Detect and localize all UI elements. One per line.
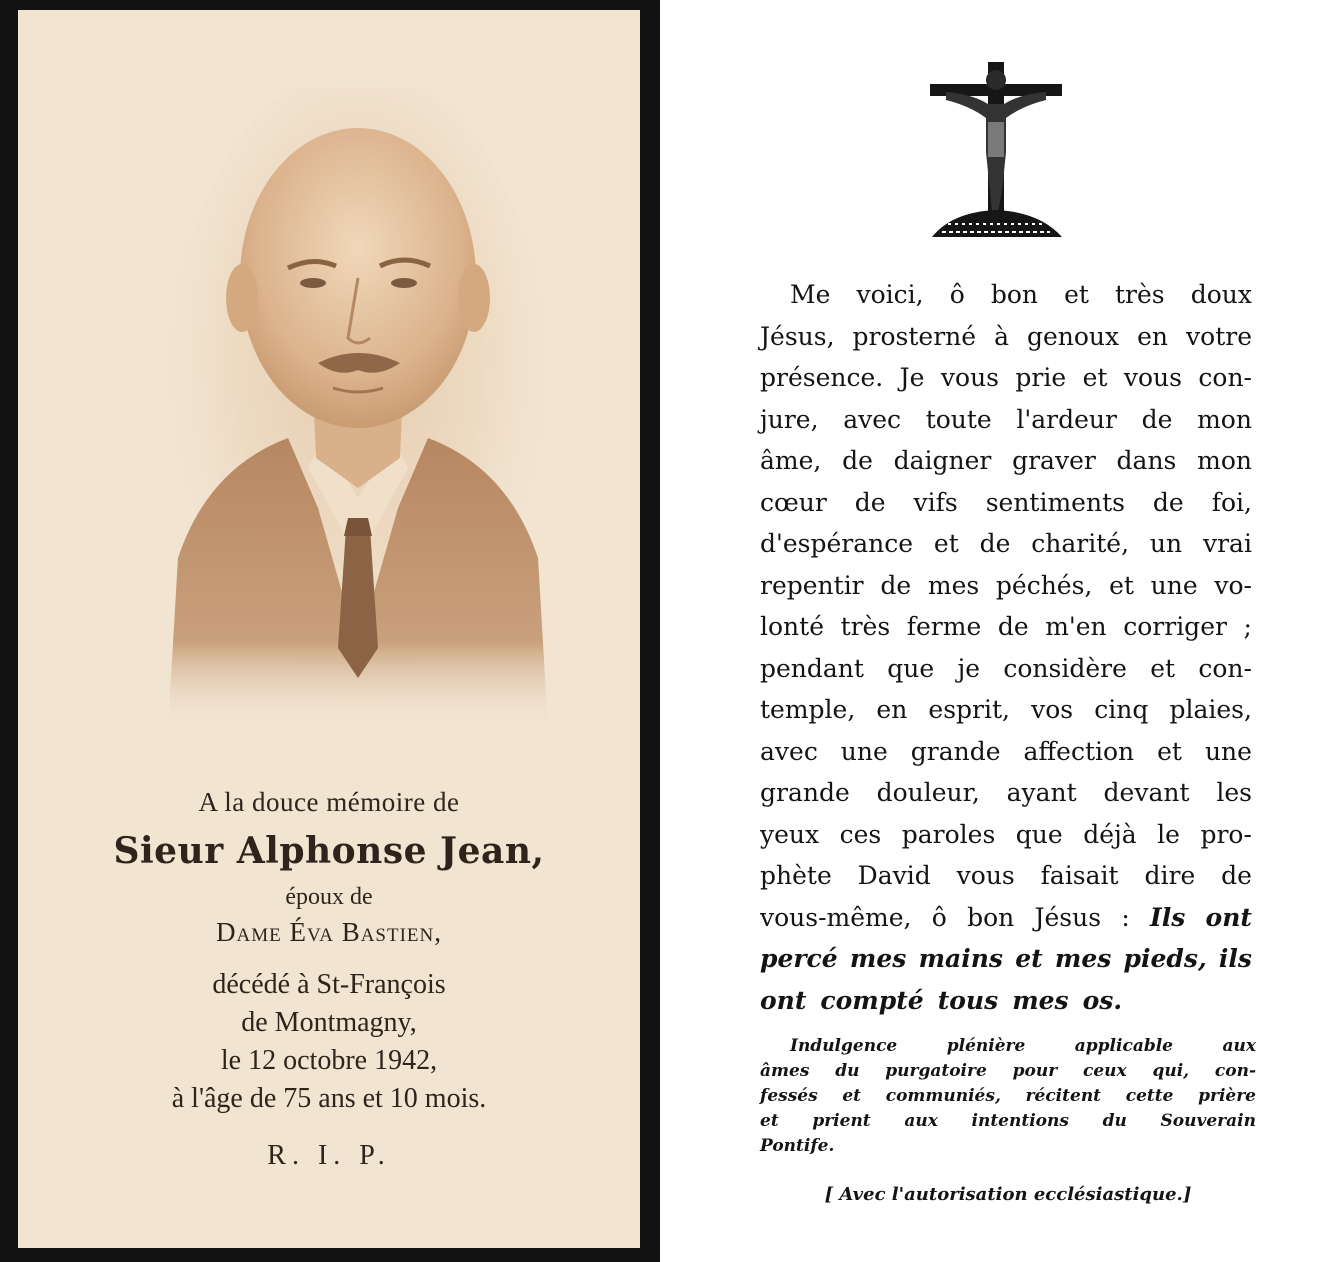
word: très	[840, 612, 891, 641]
memorial-card-inner	[18, 10, 640, 1248]
word: dans	[1116, 446, 1177, 475]
word: intentions	[971, 1111, 1069, 1131]
word: affection	[1023, 736, 1135, 766]
word: temple,	[760, 695, 856, 724]
word: repentir	[760, 570, 864, 600]
word: grande	[910, 736, 1001, 766]
word: :	[1121, 902, 1130, 932]
word: du	[1102, 1111, 1127, 1131]
word: vo-	[1214, 570, 1252, 600]
word: une	[1204, 736, 1252, 766]
word: de	[1141, 404, 1173, 434]
word: de	[979, 529, 1011, 558]
prayer-line	[760, 440, 1252, 482]
word: très	[1114, 280, 1165, 309]
word: et	[760, 1111, 779, 1131]
prayer-line	[760, 357, 1252, 399]
word: m'en	[1045, 612, 1107, 641]
ecclesiastical-authorisation: [ Avec l'autorisation ecclésiastique.]	[824, 1184, 1192, 1205]
word: Je	[899, 363, 925, 392]
word: ceux	[1082, 1061, 1127, 1081]
word: dire	[1144, 861, 1196, 890]
word: que	[887, 653, 935, 683]
word: corriger	[1123, 612, 1227, 641]
prayer-line	[760, 980, 1252, 1022]
word: prient	[812, 1111, 871, 1131]
word: Ils	[1150, 902, 1186, 932]
word: avec	[843, 404, 902, 434]
word: qui,	[1152, 1061, 1190, 1081]
word: faisait	[1040, 861, 1119, 890]
word: ô	[931, 902, 947, 932]
prayer-line	[760, 689, 1252, 731]
word: bon	[990, 280, 1038, 309]
word: voici,	[856, 280, 924, 309]
word: votre	[1186, 321, 1252, 351]
word: communiés,	[885, 1086, 1001, 1106]
word: de	[1152, 487, 1184, 517]
word: grande	[760, 778, 850, 807]
word: et	[1015, 944, 1043, 973]
death-town: de Montmagny,	[241, 1007, 417, 1038]
word: vous	[1123, 363, 1182, 392]
word: os.	[1082, 985, 1123, 1015]
word: du	[835, 1061, 860, 1081]
word: je	[957, 653, 981, 683]
word: considère	[1003, 653, 1127, 683]
word: pieds,	[1123, 944, 1207, 973]
word: yeux	[760, 819, 820, 849]
word: et	[1082, 363, 1108, 392]
word: toute	[925, 404, 992, 434]
word: plénière	[946, 1036, 1026, 1056]
word: âmes	[760, 1061, 810, 1081]
word: pour	[1012, 1061, 1058, 1081]
prayer-line	[760, 274, 1252, 316]
word: et	[1109, 570, 1134, 600]
word: prie	[1015, 363, 1067, 392]
prayer-line	[760, 897, 1252, 939]
word: vos	[1031, 695, 1074, 724]
word: Indulgence	[790, 1036, 898, 1056]
word: con-	[1214, 1061, 1256, 1081]
portrait-photo	[168, 88, 548, 728]
word: aux	[904, 1111, 938, 1131]
word: prosterné	[852, 321, 977, 351]
word: jure,	[760, 404, 819, 434]
word: de	[842, 446, 873, 475]
word: que	[1015, 819, 1063, 849]
word: phète	[760, 861, 832, 890]
word: foi,	[1211, 487, 1252, 517]
word: esprit,	[928, 695, 1010, 724]
word: mains	[918, 944, 1003, 973]
word: purgatoire	[885, 1061, 987, 1081]
word: doux	[1190, 280, 1252, 309]
word: une	[1150, 570, 1198, 600]
word: Jésus	[1034, 902, 1102, 932]
word: paroles	[901, 819, 996, 849]
death-place: décédé à St-François	[212, 969, 446, 1000]
word: de	[854, 487, 886, 517]
word: vous	[956, 861, 1015, 890]
word: récitent	[1025, 1086, 1102, 1106]
word: mes	[1054, 944, 1112, 973]
prayer-line	[760, 855, 1252, 897]
memorial-text	[18, 782, 640, 1176]
prayer-line	[760, 772, 1252, 814]
prayer-line	[760, 565, 1252, 607]
word: pro-	[1200, 819, 1252, 849]
indulgence-line	[760, 1059, 1256, 1084]
word: et	[1064, 280, 1089, 309]
word: Souverain	[1160, 1111, 1256, 1131]
word: aux	[1222, 1036, 1256, 1056]
word: le	[1157, 819, 1180, 849]
word: mon	[1197, 404, 1252, 434]
word: vrai	[1202, 529, 1252, 558]
word: mes	[927, 570, 980, 600]
word: douleur,	[876, 778, 980, 807]
spouse-prefix: époux de	[285, 884, 373, 910]
word: genoux	[1026, 321, 1120, 351]
word: en	[876, 695, 908, 724]
prayer-text	[760, 274, 1252, 1021]
word: pendant	[760, 653, 864, 683]
word: ;	[1243, 612, 1252, 641]
word: présence.	[760, 363, 884, 392]
word: et	[1150, 653, 1176, 683]
memorial-intro: A la douce mémoire de	[198, 787, 460, 817]
word: vous-même,	[760, 902, 912, 932]
crucifix-icon	[922, 62, 1070, 242]
word: et	[933, 529, 959, 558]
word: percé	[760, 944, 838, 973]
word: ont	[1205, 902, 1252, 932]
word: mes	[1012, 985, 1069, 1015]
word: ont	[760, 985, 807, 1015]
word: devant	[1103, 778, 1190, 807]
prayer-line	[760, 814, 1252, 856]
word: Me	[790, 280, 831, 309]
prayer-line	[760, 938, 1252, 980]
word: graver	[1012, 446, 1096, 475]
indulgence-line	[760, 1109, 1256, 1134]
prayer-line	[760, 482, 1252, 524]
word: cœur	[760, 487, 827, 517]
word: Jésus,	[760, 321, 835, 351]
word: con-	[1198, 653, 1252, 683]
indulgence-line	[760, 1084, 1256, 1109]
word: péchés,	[995, 570, 1093, 600]
word: plaies,	[1169, 695, 1252, 724]
word: daigner	[893, 446, 992, 475]
word: d'espérance	[760, 529, 914, 558]
word: un	[1149, 529, 1183, 558]
prayer-line	[760, 606, 1252, 648]
word: une	[840, 736, 888, 766]
prayer-line	[760, 399, 1252, 441]
word: charité,	[1031, 529, 1130, 558]
word: ils	[1218, 944, 1252, 973]
word: ayant	[1006, 778, 1077, 807]
word: déjà	[1083, 819, 1137, 849]
word: âme,	[760, 446, 822, 475]
word: ferme	[906, 612, 982, 641]
word: compté	[820, 985, 924, 1015]
spouse-name: Dame Éva Bastien,	[215, 917, 442, 947]
death-age: à l'âge de 75 ans et 10 mois.	[171, 1083, 487, 1114]
word: Pontife.	[760, 1136, 835, 1156]
word: à	[994, 321, 1009, 351]
word: fessés	[760, 1086, 818, 1106]
word: mon	[1197, 446, 1252, 475]
word: ô	[949, 280, 965, 309]
word: et	[842, 1086, 862, 1106]
word: David	[857, 861, 931, 890]
word: et	[1157, 736, 1182, 766]
prayer-line	[760, 523, 1252, 565]
word: l'ardeur	[1016, 404, 1117, 434]
word: con-	[1198, 363, 1252, 392]
word: de	[997, 612, 1029, 641]
word: tous	[937, 985, 999, 1015]
word: vifs	[913, 487, 958, 517]
word: mes	[849, 944, 907, 973]
word: applicable	[1074, 1036, 1173, 1056]
word: lonté	[760, 612, 824, 641]
indulgence-line	[760, 1134, 1256, 1159]
word: bon	[967, 902, 1015, 932]
prayer-line	[760, 648, 1252, 690]
word: en	[1137, 321, 1169, 351]
deceased-name: Sieur Alphonse Jean,	[113, 830, 545, 872]
indulgence-line	[760, 1034, 1256, 1059]
word: cette	[1125, 1086, 1174, 1106]
death-date: le 12 octobre 1942,	[220, 1045, 438, 1076]
word: prière	[1198, 1086, 1256, 1106]
rip-text: R. I. P.	[267, 1140, 391, 1171]
word: cinq	[1094, 695, 1149, 724]
prayer-line	[760, 731, 1252, 773]
word: vous	[940, 363, 999, 392]
word: de	[880, 570, 912, 600]
word: les	[1216, 778, 1252, 807]
word: sentiments	[985, 487, 1125, 517]
word: de	[1221, 861, 1252, 890]
word: avec	[760, 736, 818, 766]
word: ces	[839, 819, 882, 849]
prayer-line	[760, 316, 1252, 358]
prayer-page	[660, 0, 1320, 1262]
indulgence-note	[760, 1034, 1256, 1159]
